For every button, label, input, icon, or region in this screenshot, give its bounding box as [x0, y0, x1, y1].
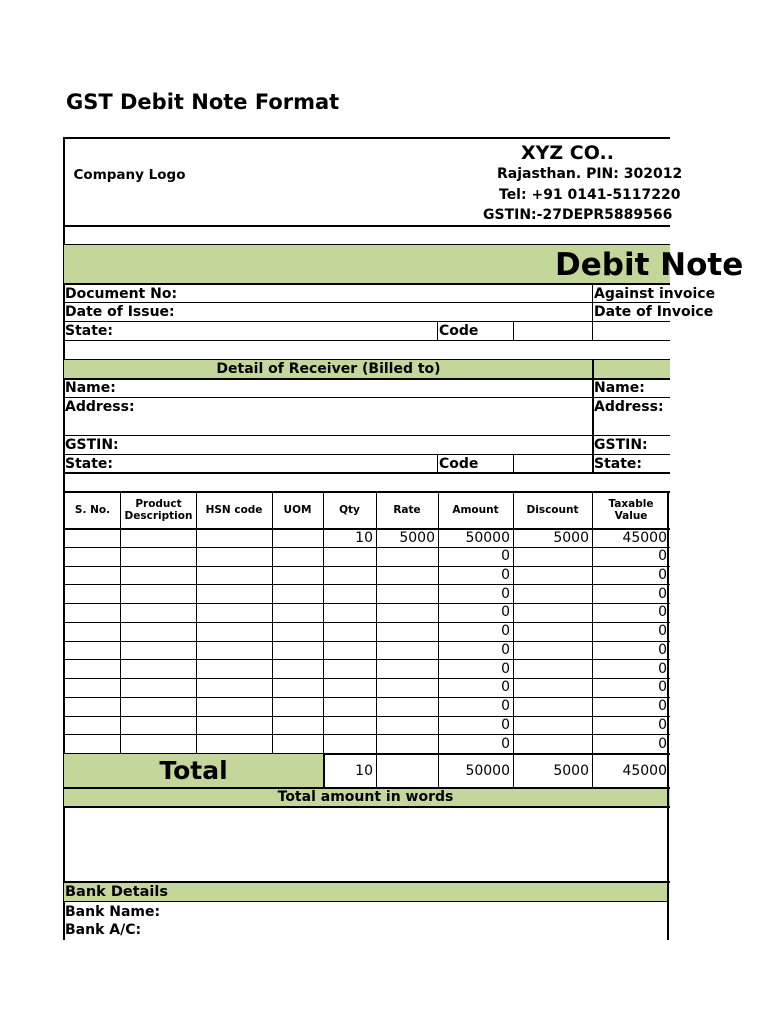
row-9-amount: 0 [501, 679, 510, 695]
row-2-taxable: 0 [658, 548, 667, 564]
receiver-address-label: Address: [65, 399, 135, 415]
debit-note-form [63, 137, 744, 940]
row-5-amount: 0 [501, 604, 510, 620]
row-1-taxable: 45000 [622, 530, 667, 546]
row-2-amount: 0 [501, 548, 510, 564]
date-of-issue-label: Date of Issue: [65, 304, 175, 320]
header-discount: Discount [526, 504, 579, 516]
total-amount: 50000 [465, 763, 510, 779]
company-tel: Tel: +91 0141-5117220 [499, 187, 681, 203]
row-12-amount: 0 [501, 736, 510, 752]
debit-note-banner: Debit Note [555, 247, 744, 283]
header-taxable-value: Taxable Value [608, 498, 654, 522]
total-label: Total [159, 756, 228, 785]
row-1-rate: 5000 [399, 530, 435, 546]
header-hsn-code: HSN code [205, 504, 263, 516]
row-1-amount: 50000 [465, 530, 510, 546]
against-invoice-label: Against invoice [594, 286, 716, 302]
row-12-taxable: 0 [658, 736, 667, 752]
row-5-taxable: 0 [658, 604, 667, 620]
company-gstin: GSTIN:-27DEPR5889566 [483, 207, 673, 223]
row-8-amount: 0 [501, 661, 510, 677]
row-6-taxable: 0 [658, 623, 667, 639]
date-of-invoice-label: Date of Invoice [594, 304, 714, 320]
row-3-amount: 0 [501, 567, 510, 583]
row-4-taxable: 0 [658, 586, 667, 602]
row-10-taxable: 0 [658, 698, 667, 714]
receiver-name-label: Name: [65, 380, 116, 396]
receiver-heading: Detail of Receiver (Billed to) [216, 361, 441, 377]
receiver-state-label: State: [65, 456, 114, 472]
header-uom: UOM [283, 504, 312, 516]
header-qty: Qty [339, 504, 360, 516]
consignee-address-label: Address: [594, 399, 664, 415]
row-8-taxable: 0 [658, 661, 667, 677]
bank-ac-label: Bank A/C: [65, 922, 142, 938]
bank-name-label: Bank Name: [65, 904, 161, 920]
total-taxable: 45000 [622, 763, 667, 779]
company-name: XYZ CO.. [521, 142, 614, 164]
consignee-name-label: Name: [594, 380, 645, 396]
header-s-no: S. No. [74, 504, 111, 516]
row-6-amount: 0 [501, 623, 510, 639]
row-1-qty: 10 [355, 530, 373, 546]
bank-details-heading: Bank Details [65, 884, 169, 900]
header-amount: Amount [452, 504, 499, 516]
state-label: State: [65, 323, 114, 339]
receiver-code-label: Code [439, 456, 479, 472]
consignee-state-label: State: [594, 456, 643, 472]
row-3-taxable: 0 [658, 567, 667, 583]
row-10-amount: 0 [501, 698, 510, 714]
header-product-description: Product Description [124, 498, 193, 522]
row-1-discount: 5000 [553, 530, 589, 546]
company-logo: Company Logo [73, 167, 186, 183]
row-7-amount: 0 [501, 642, 510, 658]
code-label: Code [439, 323, 479, 339]
page-title: GST Debit Note Format [66, 90, 340, 114]
amount-in-words-label: Total amount in words [277, 789, 454, 805]
total-qty: 10 [355, 763, 373, 779]
row-7-taxable: 0 [658, 642, 667, 658]
total-discount: 5000 [553, 763, 589, 779]
row-4-amount: 0 [501, 586, 510, 602]
document-no-label: Document No: [65, 286, 178, 302]
consignee-gstin-label: GSTIN: [594, 437, 648, 453]
row-11-amount: 0 [501, 717, 510, 733]
row-9-taxable: 0 [658, 679, 667, 695]
receiver-gstin-label: GSTIN: [65, 437, 119, 453]
header-rate: Rate [393, 504, 421, 516]
company-address: Rajasthan. PIN: 302012 [497, 166, 683, 182]
row-11-taxable: 0 [658, 717, 667, 733]
